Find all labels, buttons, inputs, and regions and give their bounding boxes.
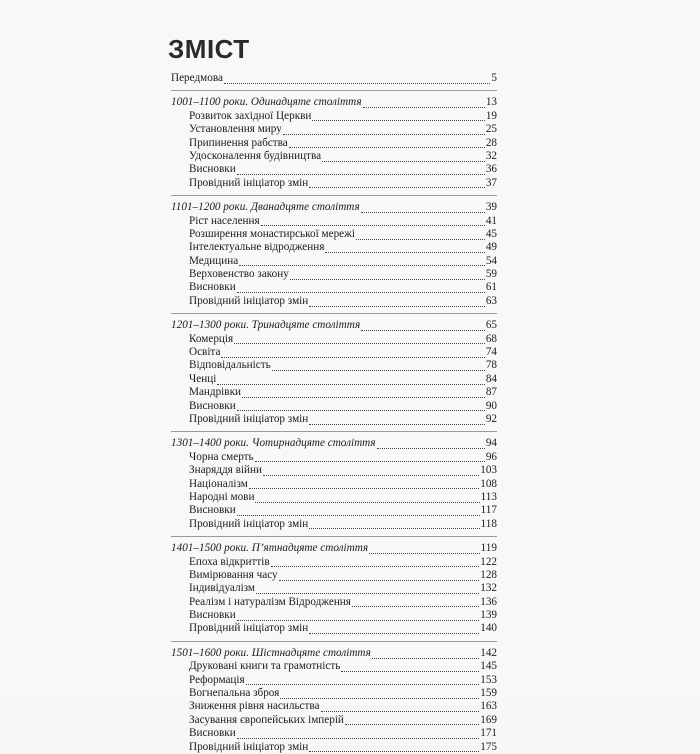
toc-entry xyxy=(171,518,497,531)
toc-entry-page: 171 xyxy=(480,727,497,740)
toc-entry xyxy=(171,281,497,294)
section-divider xyxy=(171,431,497,432)
leader-dots xyxy=(234,334,485,344)
toc-entry xyxy=(171,177,497,190)
toc-entry-label: 1201–1300 роки. Тринадцяте століття xyxy=(171,319,361,332)
toc-entry xyxy=(171,451,497,464)
leader-dots xyxy=(242,388,485,398)
toc-entry xyxy=(171,137,497,150)
section-divider xyxy=(171,195,497,196)
toc-entry-page: 25 xyxy=(485,123,497,136)
leader-dots xyxy=(309,415,485,425)
toc-entry xyxy=(171,556,497,569)
leader-dots xyxy=(377,439,485,449)
toc-entry-label: Удосконалення будівництва xyxy=(189,149,322,162)
leader-dots xyxy=(237,506,480,516)
toc-entry-preface xyxy=(171,72,497,85)
toc-entry xyxy=(171,386,497,399)
toc-section-heading xyxy=(171,647,497,660)
toc-entry xyxy=(171,478,497,491)
toc-entry-page: 65 xyxy=(485,319,497,332)
leader-dots xyxy=(271,557,480,567)
toc-entry-label: Інтелектуальне відродження xyxy=(189,241,325,254)
section-divider xyxy=(171,313,497,314)
leader-dots xyxy=(345,715,479,725)
toc-entry-label: 1101–1200 роки. Дванадцяте століття xyxy=(171,201,360,214)
toc-entry-page: 94 xyxy=(485,437,497,450)
toc-entry-label: Народні мови xyxy=(189,490,255,503)
leader-dots xyxy=(237,165,485,175)
toc-section-heading xyxy=(171,319,497,332)
leader-dots xyxy=(239,256,485,266)
toc-entry-page: 117 xyxy=(480,504,497,517)
toc-entry-label: Розвиток західної Церкви xyxy=(189,109,312,122)
toc-entry xyxy=(171,464,497,477)
toc-entry-page: 122 xyxy=(480,555,497,568)
table-of-contents xyxy=(171,72,497,754)
toc-entry-page: 90 xyxy=(485,399,497,412)
toc-entry xyxy=(171,373,497,386)
toc-section-heading xyxy=(171,437,497,450)
toc-section-heading xyxy=(171,96,497,109)
toc-entry-label: 1301–1400 роки. Чотирнадцяте століття xyxy=(171,437,376,450)
leader-dots xyxy=(322,152,485,162)
toc-entry-page: 63 xyxy=(485,294,497,307)
toc-entry-page: 32 xyxy=(485,149,497,162)
leader-dots xyxy=(217,375,484,385)
toc-entry xyxy=(171,346,497,359)
section-divider xyxy=(171,536,497,537)
toc-entry xyxy=(171,582,497,595)
toc-entry-page: 139 xyxy=(480,609,497,622)
toc-entry-label: Вимірювання часу xyxy=(189,568,278,581)
toc-entry-label: Епоха відкриттів xyxy=(189,555,270,568)
leader-dots xyxy=(237,729,480,739)
toc-entry-page: 92 xyxy=(485,412,497,425)
toc-entry xyxy=(171,150,497,163)
toc-entry-page: 49 xyxy=(485,241,497,254)
toc-entry xyxy=(171,714,497,727)
toc-entry-page: 54 xyxy=(485,254,497,267)
leader-dots xyxy=(312,111,484,121)
leader-dots xyxy=(341,662,479,672)
toc-entry-label: Передмова xyxy=(171,72,223,84)
toc-entry-page: 169 xyxy=(480,713,497,726)
toc-section-heading xyxy=(171,542,497,555)
toc-entry-label: Припинення рабства xyxy=(189,136,288,149)
leader-dots xyxy=(369,544,480,554)
leader-dots xyxy=(321,702,480,712)
leader-dots xyxy=(261,216,485,226)
toc-entry-page: 159 xyxy=(480,687,497,700)
toc-entry xyxy=(171,163,497,176)
toc-entry-page: 84 xyxy=(485,372,497,385)
toc-entry-label: Реалізм і натуралізм Відродження xyxy=(189,595,351,608)
leader-dots xyxy=(256,584,479,594)
toc-entry xyxy=(171,491,497,504)
leader-dots xyxy=(309,178,485,188)
toc-entry-label: Провідний ініціатор змін xyxy=(189,176,309,189)
toc-entry-page: 39 xyxy=(485,201,497,214)
toc-entry-page: 142 xyxy=(480,646,497,659)
toc-entry-page: 13 xyxy=(485,96,497,109)
leader-dots xyxy=(224,74,490,84)
toc-entry-page: 41 xyxy=(485,214,497,227)
toc-entry xyxy=(171,700,497,713)
toc-entry-label: Засування європейських імперій xyxy=(189,713,344,726)
leader-dots xyxy=(255,493,479,503)
leader-dots xyxy=(280,689,479,699)
leader-dots xyxy=(221,348,484,358)
toc-entry xyxy=(171,504,497,517)
toc-entry-label: 1001–1100 роки. Одинадцяте століття xyxy=(171,96,362,109)
toc-entry-label: Ріст населення xyxy=(189,214,260,227)
toc-entry xyxy=(171,727,497,740)
leader-dots xyxy=(290,270,485,280)
toc-entry-label: Реформація xyxy=(189,673,245,686)
leader-dots xyxy=(246,675,480,685)
toc-entry-label: Висновки xyxy=(189,609,236,622)
toc-entry xyxy=(171,622,497,635)
toc-entry-label: Знаряддя війни xyxy=(189,464,262,477)
toc-entry-page: 19 xyxy=(485,109,497,122)
toc-entry xyxy=(171,660,497,673)
toc-entry-page: 74 xyxy=(485,346,497,359)
leader-dots xyxy=(279,571,480,581)
toc-entry-page: 103 xyxy=(480,464,497,477)
toc-entry-page: 59 xyxy=(485,268,497,281)
toc-entry-label: Чорна смерть xyxy=(189,450,254,463)
leader-dots xyxy=(352,597,479,607)
toc-entry-label: Висновки xyxy=(189,163,236,176)
toc-entry xyxy=(171,110,497,123)
toc-entry-page: 78 xyxy=(485,359,497,372)
toc-entry-label: Друковані книги та грамотність xyxy=(189,660,341,673)
section-divider xyxy=(171,641,497,642)
toc-entry xyxy=(171,333,497,346)
toc-entry xyxy=(171,228,497,241)
toc-entry-label: Розширення монастирської мережі xyxy=(189,227,355,240)
toc-entry-page: 140 xyxy=(480,622,497,635)
toc-section-heading xyxy=(171,201,497,214)
toc-entry-page: 128 xyxy=(480,568,497,581)
leader-dots xyxy=(309,297,485,307)
toc-entry-label: Провідний ініціатор змін xyxy=(189,740,309,753)
toc-entry-label: Мандрівки xyxy=(189,386,241,399)
toc-entry-label: Відповідальність xyxy=(189,359,271,372)
section-divider xyxy=(171,90,497,91)
toc-entry-page: 113 xyxy=(480,490,497,503)
toc-entry-label: Висновки xyxy=(189,399,236,412)
leader-dots xyxy=(363,98,485,108)
toc-entry-label: Вогнепальна зброя xyxy=(189,687,280,700)
toc-entry-page: 175 xyxy=(480,740,497,753)
leader-dots xyxy=(237,401,485,411)
leader-dots xyxy=(263,466,479,476)
toc-entry-page: 145 xyxy=(480,660,497,673)
toc-entry-label: Зниження рівня насильства xyxy=(189,700,320,713)
leader-dots xyxy=(249,479,479,489)
leader-dots xyxy=(309,624,479,634)
toc-entry xyxy=(171,400,497,413)
toc-entry xyxy=(171,215,497,228)
leader-dots xyxy=(361,203,485,213)
leader-dots xyxy=(309,742,479,752)
toc-entry-page: 96 xyxy=(485,450,497,463)
toc-entry-label: Провідний ініціатор змін xyxy=(189,412,309,425)
toc-entry-label: Верховенство закону xyxy=(189,268,289,281)
toc-entry-label: Медицина xyxy=(189,254,239,267)
toc-entry xyxy=(171,295,497,308)
toc-entry-page: 5 xyxy=(491,72,497,84)
toc-entry-page: 61 xyxy=(485,281,497,294)
toc-entry-label: Висновки xyxy=(189,504,236,517)
leader-dots xyxy=(272,361,485,371)
leader-dots xyxy=(309,519,479,529)
toc-entry xyxy=(171,674,497,687)
toc-entry-label: Висновки xyxy=(189,281,236,294)
leader-dots xyxy=(325,243,484,253)
toc-entry-page: 153 xyxy=(480,673,497,686)
toc-entry-page: 36 xyxy=(485,163,497,176)
toc-entry-label: Установлення миру xyxy=(189,123,282,136)
toc-entry-page: 118 xyxy=(480,517,497,530)
toc-entry-page: 37 xyxy=(485,176,497,189)
leader-dots xyxy=(283,125,485,135)
toc-entry xyxy=(171,687,497,700)
leader-dots xyxy=(289,138,485,148)
toc-entry-page: 108 xyxy=(480,477,497,490)
toc-entry-label: 1401–1500 роки. П’ятнадцяте століття xyxy=(171,542,369,555)
leader-dots xyxy=(372,649,479,659)
leader-dots xyxy=(356,230,485,240)
leader-dots xyxy=(255,452,485,462)
leader-dots xyxy=(237,283,485,293)
toc-entry-label: Комерція xyxy=(189,332,234,345)
toc-entry xyxy=(171,609,497,622)
toc-entry-page: 28 xyxy=(485,136,497,149)
toc-entry xyxy=(171,255,497,268)
toc-entry-page: 163 xyxy=(480,700,497,713)
toc-entry-label: 1501–1600 роки. Шістнадцяте століття xyxy=(171,646,371,659)
leader-dots xyxy=(237,611,480,621)
toc-entry xyxy=(171,241,497,254)
toc-entry-label: Провідний ініціатор змін xyxy=(189,294,309,307)
toc-entry-page: 132 xyxy=(480,582,497,595)
toc-entry-page: 87 xyxy=(485,386,497,399)
toc-entry xyxy=(171,569,497,582)
toc-entry-label: Освіта xyxy=(189,346,221,359)
toc-entry xyxy=(171,359,497,372)
toc-entry-label: Індивідуалізм xyxy=(189,582,256,595)
page-title: ЗМІСТ xyxy=(168,34,250,64)
toc-entry xyxy=(171,123,497,136)
toc-entry-page: 136 xyxy=(480,595,497,608)
toc-entry-label: Провідний ініціатор змін xyxy=(189,622,309,635)
toc-entry xyxy=(171,413,497,426)
leader-dots xyxy=(361,321,485,331)
toc-entry-page: 119 xyxy=(480,542,497,555)
toc-entry-label: Провідний ініціатор змін xyxy=(189,517,309,530)
toc-entry xyxy=(171,596,497,609)
toc-entry xyxy=(171,741,497,754)
toc-entry-page: 45 xyxy=(485,227,497,240)
toc-entry-label: Націоналізм xyxy=(189,477,248,490)
toc-entry-label: Висновки xyxy=(189,727,236,740)
toc-entry-page: 68 xyxy=(485,332,497,345)
toc-entry-label: Ченці xyxy=(189,372,217,385)
toc-entry xyxy=(171,268,497,281)
